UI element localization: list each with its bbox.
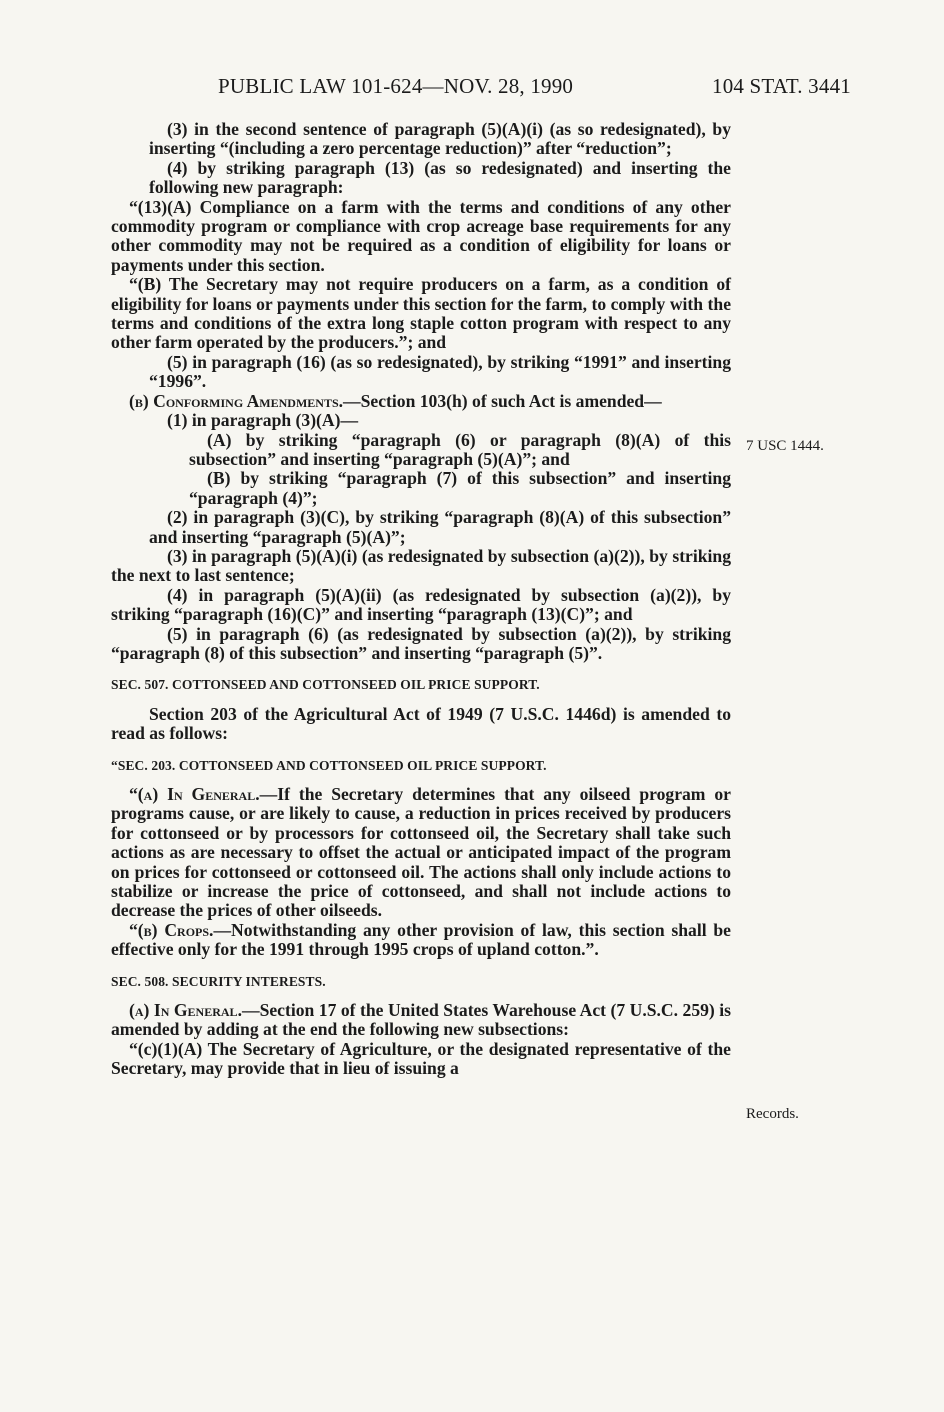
paragraph: (3) in the second sentence of paragraph (5)(A)(i) (as so redesignated), by inserting “(including a zero percentage reduction)” after “reduction”; — [149, 119, 731, 159]
paragraph: (a) In General.—Section 17 of the United States Warehouse Act (7 U.S.C. 259) is amended by adding at the end the following new subsections: — [111, 1000, 731, 1040]
paragraph: (b) Conforming Amendments.—Section 103(h) of such Act is amended— — [129, 390, 662, 411]
paragraph: (5) in paragraph (16) (as so redesignated), by striking “1991” and inserting “1996”. — [149, 351, 731, 392]
paragraph: “(B) The Secretary may not require producers on a farm, as a condition of eligibility for loans or payments under this section for the farm, to comply with the terms and conditions of the extra long staple cotton program with respect to any other farm operated by the producers.”; and — [111, 274, 731, 353]
subsection-heading: “(a) In General. — [129, 784, 260, 804]
paragraph: (4) in paragraph (5)(A)(ii) (as redesignated by subsection (a)(2)), by striking “paragraph (16)(C)” and inserting “paragraph (13)(C)”; and — [111, 584, 731, 625]
subsection-heading: “(b) Crops. — [129, 919, 214, 940]
paragraph: (3) in paragraph (5)(A)(i) (as redesignated by subsection (a)(2)), by striking the next to last sentence; — [111, 545, 731, 586]
paragraph: (5) in paragraph (6) (as redesignated by subsection (a)(2)), by striking “paragraph (8) of this subsection” and inserting “paragraph (5)”. — [111, 623, 731, 663]
paragraph: (A) by striking “paragraph (6) or paragraph (8)(A) of this subsection” and inserting “paragraph (5)(A)”; and — [189, 429, 731, 469]
paragraph: “(a) In General.—If the Secretary determines that any oilseed program or programs cause, or are likely to cause, a reduction in prices received by producers for cottonseed or by processors for cottonseed oil, the Secretary shall take such actions as are necessary to offset the actual or anticipated impact of the program on prices for cottonseed or cottonseed oil. The actions shall only include actions to stabilize or increase the price of cottonseed, and shall not include actions to decrease the prices of other oilseeds. — [111, 784, 731, 921]
paragraph: (4) by striking paragraph (13) (as so redesignated) and inserting the following new paragraph: — [149, 157, 731, 198]
subsection-heading: (a) In General. — [129, 1000, 242, 1021]
subsection-heading: (b) Conforming Amendments. — [129, 390, 344, 411]
paragraph: “(13)(A) Compliance on a farm with the terms and conditions of any other commodity program or compliance with crop acreage base requirements for any other commodity may not be required as a condition of eligibility for loans or payments under this section. — [111, 196, 731, 275]
margin-note-usc: 7 USC 1444. — [746, 438, 824, 454]
paragraph: (1) in paragraph (3)(A)— — [167, 410, 359, 431]
section-heading: SEC. 507. COTTONSEED AND COTTONSEED OIL PRICE SUPPORT. — [111, 677, 540, 693]
paragraph: (2) in paragraph (3)(C), by striking “paragraph (8)(A) of this subsection” and inserting “paragraph (5)(A)”; — [149, 507, 731, 547]
paragraph: Section 203 of the Agricultural Act of 1949 (7 U.S.C. 1446d) is amended to read as follows: — [111, 703, 731, 744]
margin-note-records: Records. — [746, 1106, 799, 1122]
document-body — [111, 120, 731, 1079]
section-heading: “SEC. 203. COTTONSEED AND COTTONSEED OIL PRICE SUPPORT. — [111, 757, 547, 773]
paragraph: “(c)(1)(A) The Secretary of Agriculture, or the designated representative of the Secretary, may provide that in lieu of issuing a — [111, 1038, 731, 1079]
paragraph: (B) by striking “paragraph (7) of this subsection” and inserting “paragraph (4)”; — [189, 468, 731, 508]
paragraph: “(b) Crops.—Notwithstanding any other provision of law, this section shall be effective only for the 1991 through 1995 crops of upland cotton.”. — [111, 919, 731, 960]
running-header: PUBLIC LAW 101-624—NOV. 28, 1990 — [218, 74, 574, 98]
section-heading: SEC. 508. SECURITY INTERESTS. — [111, 973, 326, 989]
page-stat-number: 104 STAT. 3441 — [712, 74, 851, 98]
